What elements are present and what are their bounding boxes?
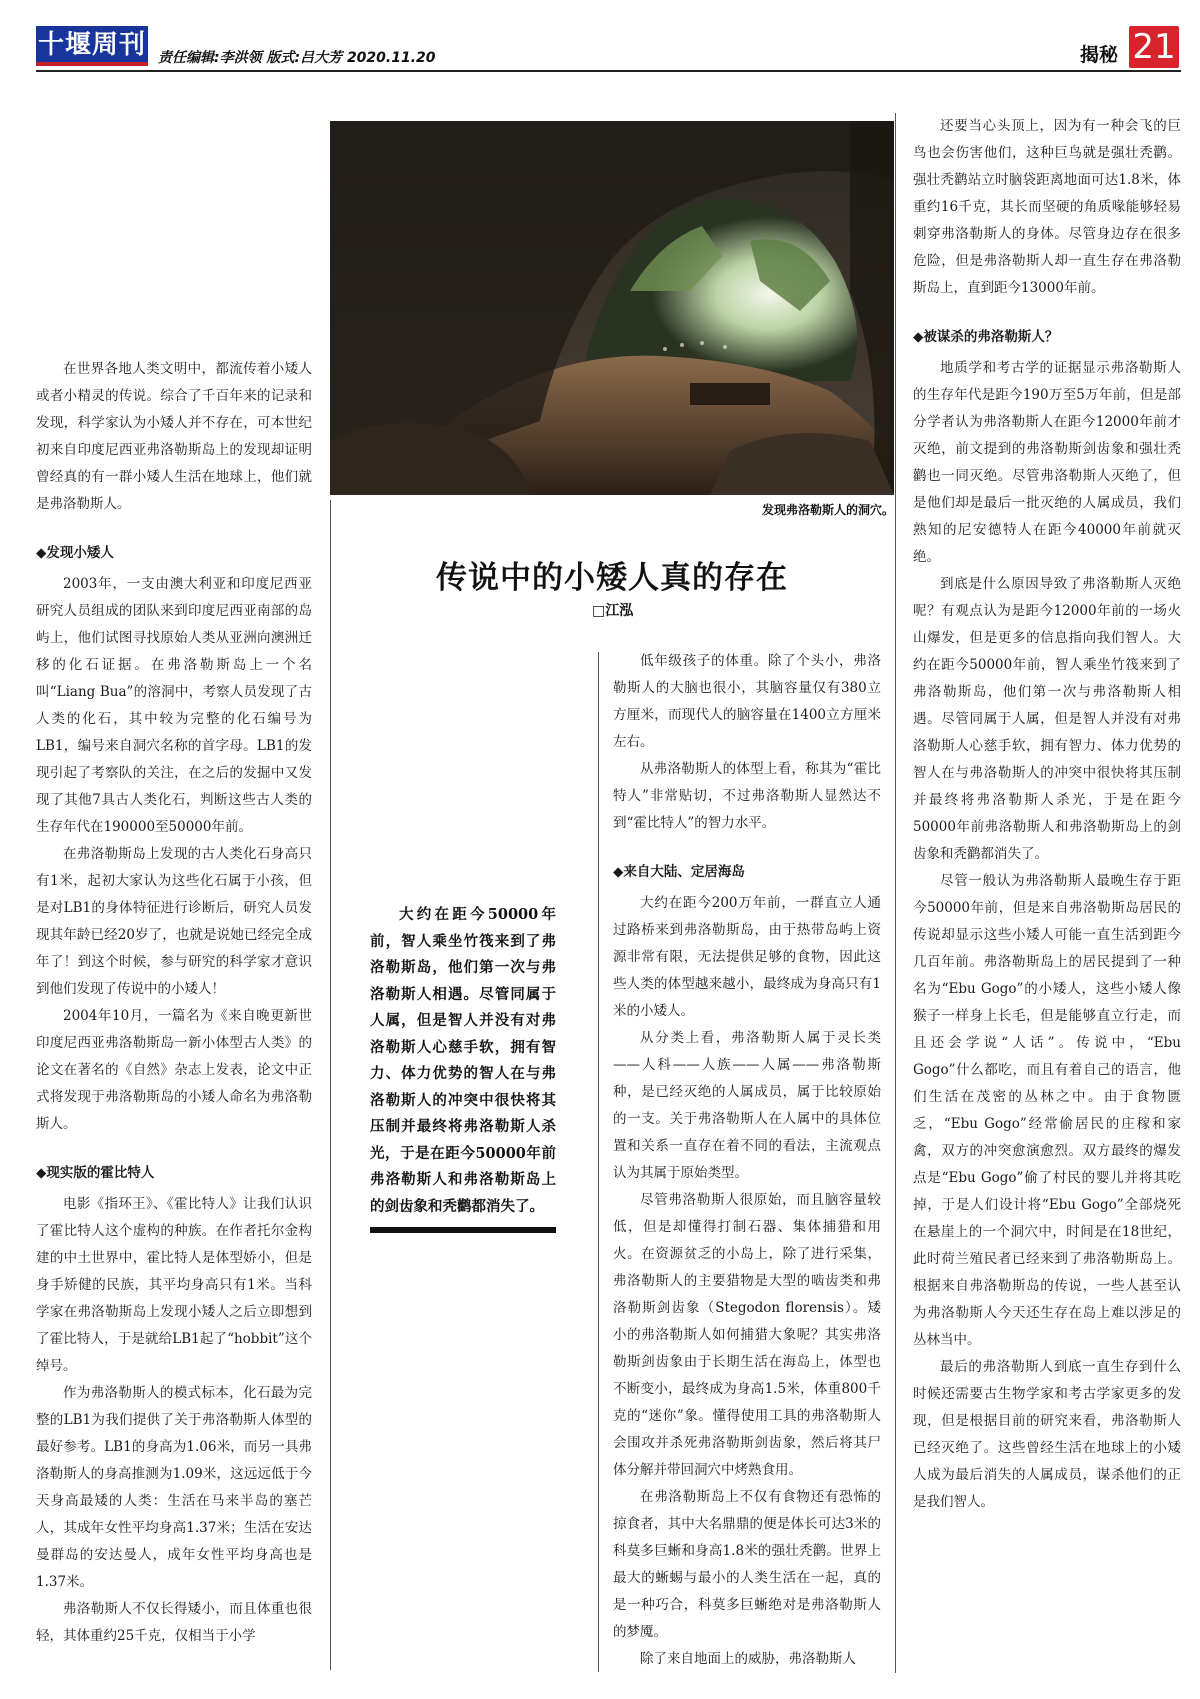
column-rule-middle (598, 652, 599, 1672)
paragraph: 在弗洛勒斯岛上发现的古人类化石身高只有1米，起初大家认为这些化石属于小孩，但是对LB1的身体特征进行诊断后，研究人员发现其年龄已经20岁了，也就是说她已经完全成年了！到这个时候，参与研究的科学家才意识到他们发现了传说中的小矮人！ (36, 846, 312, 997)
paragraph: 尽管一般认为弗洛勒斯人最晚生存于距今50000年前，但是来自弗洛勒斯岛居民的传说却显示这些小矮人可能一直生活到距今几百年前。弗洛勒斯岛上的居民提到了一种名为“Ebu Gogo”的小矮人，这些小矮人像猴子一样身上长毛，但是能够直立行走，而且还会学说“人话”。传说中，“Ebu Gogo”什么都吃，而且有着自己的语言，他们生活在茂密的丛林之中。由于食物匮乏，“Ebu Gogo”经常偷居民的庄稼和家禽，双方的冲突愈演愈烈。双方最终的爆发点是“Ebu Gogo”偷了村民的婴儿并将其吃掉，于是人们设计将“Ebu Gogo”全部烧死在悬崖上的一个洞穴中，时间是在18世纪，此时荷兰殖民者已经来到了弗洛勒斯岛上。根据来自弗洛勒斯岛的传说，一些人甚至认为弗洛勒斯人今天还生存在岛上难以涉足的丛林当中。 (913, 873, 1181, 1348)
section-heading: ◆来自大陆、定居海岛 (613, 864, 745, 880)
article-column-3 (613, 648, 881, 1673)
paragraph: 低年级孩子的体重。除了个头小，弗洛勒斯人的大脑也很小，其脑容量仅有380立方厘米，而现代人的脑容量在1400立方厘米左右。 (613, 653, 881, 750)
article-column-4 (913, 113, 1181, 1516)
section-heading: ◆被谋杀的弗洛勒斯人？ (913, 329, 1059, 345)
column-rule-left (330, 500, 331, 1670)
paragraph: 从分类上看，弗洛勒斯人属于灵长类——人科——人族——人属——弗洛勒斯种，是已经灭绝的人属成员，属于比较原始的一支。关于弗洛勒斯人在人属中的具体位置和关系一直存在着不同的看法，主流观点认为其属于原始类型。 (613, 1030, 881, 1181)
byline: □江泓 (592, 603, 634, 619)
paragraph: 作为弗洛勒斯人的模式标本，化石最为完整的LB1为我们提供了关于弗洛勒斯人体型的最好参考。LB1的身高为1.06米，而另一具弗洛勒斯人的身高推测为1.09米，这远远低于今天身高最矮的人类：生活在马来半岛的塞芒人，其成年女性平均身高1.37米；生活在安达曼群岛的安达曼人，成年女性平均身高也是1.37米。 (36, 1385, 312, 1590)
paragraph: 大约在距今200万年前，一群直立人通过路桥来到弗洛勒斯岛，由于热带岛屿上资源非常有限，无法提供足够的食物，因此这些人类的体型越来越小，最终成为身高只有1米的小矮人。 (613, 895, 881, 1019)
column-rule-right (895, 113, 896, 1673)
section-heading: ◆现实版的霍比特人 (36, 1165, 155, 1181)
cave-photo (330, 121, 894, 495)
article-title: 传说中的小矮人真的存在 (436, 560, 788, 596)
section-heading: ◆发现小矮人 (36, 545, 114, 561)
paragraph: 2004年10月，一篇名为《来自晚更新世印度尼西亚弗洛勒斯岛一新小体型古人类》的论文在著名的《自然》杂志上发表，论文中正式将发现于弗洛勒斯岛的小矮人命名为弗洛勒斯人。 (36, 1008, 312, 1132)
paragraph: 2003年，一支由澳大利亚和印度尼西亚研究人员组成的团队来到印度尼西亚南部的岛屿上，他们试图寻找原始人类从亚洲向澳洲迁移的化石证据。在弗洛勒斯岛上一个名叫“Liang Bua”的溶洞中，考察人员发现了古人类的化石，其中较为完整的化石编号为LB1，编号来自洞穴名称的首字母。LB1的发现引起了考察队的关注，在之后的发掘中又发现了其他7具古人类化石，判断这些古人类的生存年代在190000至50000年前。 (36, 576, 312, 835)
masthead-logo: 十堰周刊 (36, 26, 148, 66)
paragraph: 地质学和考古学的证据显示弗洛勒斯人的生存年代是距今190万至5万年前，但是部分学者认为弗洛勒斯人在距今12000年前才灭绝，前文提到的弗洛勒斯剑齿象和强壮秃鹳也一同灭绝。尽管弗洛勒斯人灭绝了，但是他们却是最后一批灭绝的人属成员，我们熟知的尼安德特人在距今40000年前就灭绝。 (913, 360, 1181, 565)
header-rule (36, 70, 1181, 72)
paragraph: 尽管弗洛勒斯人很原始，而且脑容量较低，但是却懂得打制石器、集体捕猎和用火。在资源贫乏的小岛上，除了进行采集，弗洛勒斯人的主要猎物是大型的啮齿类和弗洛勒斯剑齿象（Stegodon florensis）。矮小的弗洛勒斯人如何捕猎大象呢？其实弗洛勒斯剑齿象由于长期生活在海岛上，体型也不断变小，最终成为身高1.5米，体重800千克的“迷你”象。懂得使用工具的弗洛勒斯人会围攻并杀死弗洛勒斯剑齿象，然后将其尸体分解并带回洞穴中烤熟食用。 (613, 1192, 881, 1478)
cave-photo-drawing (330, 121, 894, 495)
paragraph: 到底是什么原因导致了弗洛勒斯人灭绝呢？有观点认为是距今12000年前的一场火山爆发，但是更多的信息指向我们智人。大约在距今50000年前，智人乘坐竹筏来到了弗洛勒斯岛，他们第一次与弗洛勒斯人相遇。尽管同属于人属，但是智人并没有对弗洛勒斯人心慈手软，拥有智力、体力优势的智人在与弗洛勒斯人的冲突中很快将其压制并最终将弗洛勒斯人杀光，于是在距今50000年前弗洛勒斯人和弗洛勒斯岛上的剑齿象和秃鹳都消失了。 (913, 576, 1181, 862)
intro-paragraph: 在世界各地人类文明中，都流传着小矮人或者小精灵的传说。综合了千百年来的记录和发现，科学家认为小矮人并不存在，可本世纪初来自印度尼西亚弗洛勒斯岛上的发现却证明曾经真的有一群小矮人生活在地球上，他们就是弗洛勒斯人。 (36, 361, 312, 512)
paragraph: 从弗洛勒斯人的体型上看，称其为“霍比特人”非常贴切，不过弗洛勒斯人显然达不到“霍比特人”的智力水平。 (613, 761, 881, 831)
article-column-1 (36, 356, 312, 1650)
paragraph: 最后的弗洛勒斯人到底一直生存到什么时候还需要古生物学家和考古学家更多的发现，但是根据目前的研究来看，弗洛勒斯人已经灭绝了。这些曾经生活在地球上的小矮人成为最后消失的人属成员，谋杀他们的正是我们智人。 (913, 1359, 1181, 1510)
paragraph: 电影《指环王》、《霍比特人》让我们认识了霍比特人这个虚构的种族。在作者托尔金构建的中土世界中，霍比特人是体型娇小，但是身手矫健的民族，其平均身高只有1米。当科学家在弗洛勒斯岛上发现小矮人之后立即想到了霍比特人，于是就给LB1起了“hobbit”这个绰号。 (36, 1196, 312, 1374)
paragraph: 在弗洛勒斯岛上不仅有食物还有恐怖的掠食者，其中大名鼎鼎的便是体长可达3米的科莫多巨蜥和身高1.8米的强壮秃鹳。世界上最大的蜥蜴与最小的人类生活在一起，真的是一种巧合，科莫多巨蜥绝对是弗洛勒斯人的梦魇。 (613, 1489, 881, 1640)
pull-quote (370, 902, 556, 1220)
paragraph: 弗洛勒斯人不仅长得矮小，而且体重也很轻，其体重约25千克，仅相当于小学 (36, 1601, 312, 1644)
editor-credits: 责任编辑:李洪领 版式:吕大芳 2020.11.20 (158, 50, 436, 66)
pull-quote-text: 大约在距今50000年前，智人乘坐竹筏来到了弗洛勒斯岛，他们第一次与弗洛勒斯人相遇。尽管同属于人属，但是智人并没有对弗洛勒斯人心慈手软，拥有智力、体力优势的智人在与弗洛勒斯人的冲突中很快将其压制并最终将弗洛勒斯人杀光，于是在距今50000年前弗洛勒斯人和弗洛勒斯岛上的剑齿象和秃鹳都消失了。 (370, 906, 556, 1215)
paragraph: 除了来自地面上的威胁，弗洛勒斯人 (640, 1651, 856, 1667)
section-label: 揭秘 (1080, 44, 1119, 66)
photo-caption: 发现弗洛勒斯人的洞穴。 (761, 503, 894, 517)
pull-quote-bar (370, 1227, 556, 1233)
page-number: 21 (1129, 26, 1179, 68)
paragraph: 还要当心头顶上，因为有一种会飞的巨鸟也会伤害他们，这种巨鸟就是强壮秃鹳。强壮秃鹳站立时脑袋距离地面可达1.8米，体重约16千克，其长而坚硬的角质喙能够轻易刺穿弗洛勒斯人的身体。尽管身边存在很多危险，但是弗洛勒斯人却一直生存在弗洛勒斯岛上，直到距今13000年前。 (913, 118, 1181, 296)
